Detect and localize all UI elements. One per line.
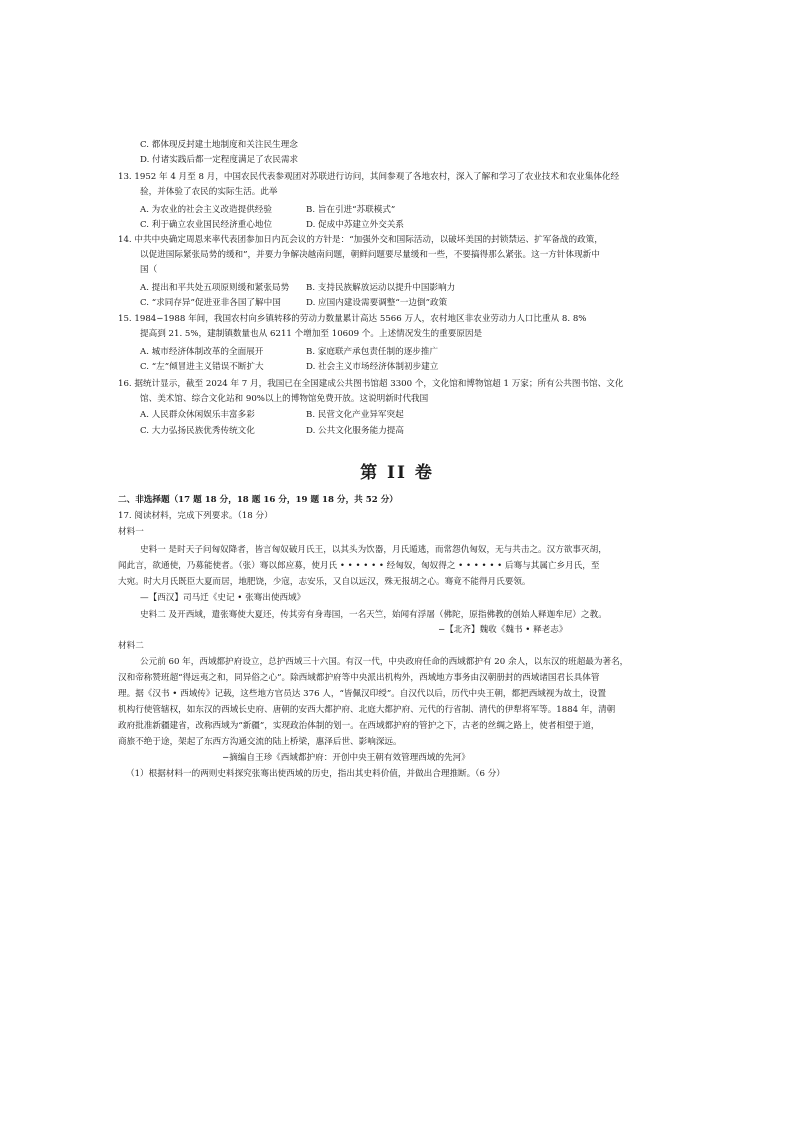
material-2-line-1: 公元前 60 年，西域都护府设立，总护西域三十六国。有汉一代，中央政府任命的西域都护有 20 余人，以东汉的班超最为著名， [140,657,629,667]
material-2-line-4: 机构行使管辖权，如东汉的西域长史府、唐朝的安西大都护府、北庭大都护府、元代的行省制、清代的伊犁将军等。1884 年，清朝 [118,705,616,715]
source-1-line-2: 闻此言，欲通使，乃募能使者。（张）骞以郎应募，使月氏 • • • • • • 经匈奴，匈奴得之 • • • • • • 后骞与其属亡乡月氏，至 [118,561,600,571]
q13-stem-line-1: 13. 1952 年 4 月至 8 月，中国农民代表参观团对苏联进行访问，其间参观了各地农村，深入了解和学习了农业技术和农业集体化经 [118,172,620,182]
q13-stem-line-2: 验，并体验了农民的实际生活。此举 [140,187,278,197]
material-2-line-2: 汉和帝称赞班超“得远夷之和，同异俗之心”。除西域都护府等中央派出机构外，西域地方事务由汉朝册封的西域诸国君长具体管 [118,673,600,683]
q16-stem-line-1: 16. 据统计显示，截至 2024 年 7 月，我国已在全国建成公共图书馆超 3300 个，文化馆和博物馆超 1 万家；所有公共图书馆、文化 [118,379,624,389]
q14-option-a: A. 提出和平共处五项原则缓和紧张局势 [140,283,290,293]
q16-stem-line-2: 馆、美术馆、综合文化站和 90%以上的博物馆免费开放。这说明新时代我国 [140,394,429,404]
q17-intro: 17. 阅读材料，完成下列要求。（18 分） [118,511,273,521]
material-2-label: 材料二 [118,641,144,651]
source-2-line-1: 史料二 及开西域，遣张骞使大夏还，传其旁有身毒国，一名天竺，始闻有浮屠（佛陀，原指佛教的创始人释迦牟尼）之教。 [140,610,607,620]
q14-option-d: D. 应国内建设需要调整“一边倒”政策 [306,298,448,308]
section-title: 第 II 卷 [360,463,434,483]
q15-option-a: A. 城市经济体制改革的全面展开 [140,347,264,357]
part2-heading: 二、非选择题（17 题 18 分，18 题 16 分，19 题 18 分，共 52 分） [118,495,398,505]
q16-option-c: C. 大力弘扬民族优秀传统文化 [140,426,255,436]
q17-subquestion-1: （1）根据材料一的两则史料探究张骞出使西域的历史，指出其史料价值，并做出合理推断。（6 分） [126,769,505,779]
q14-stem-line-3: 国（ [140,265,158,275]
material-1-label: 材料一 [118,527,144,537]
q14-stem-line-1: 14. 中共中央确定周恩来率代表团参加日内瓦会议的方针是：“加强外交和国际活动，以破坏美国的封锁禁运、扩军备战的政策， [118,235,603,245]
material-2-line-3: 理。据《汉书 • 西域传》记载，这些地方官员达 376 人，“皆佩汉印绶”。自汉代以后，历代中央王朝，都把西域视为故土，设置 [118,689,607,699]
q12-option-d: D. 付诸实践后都一定程度满足了农民需求 [140,155,299,165]
q12-option-c: C. 都体现反封建土地制度和关注民生理念 [140,140,298,150]
q13-option-d: D. 促成中苏建立外交关系 [306,220,404,230]
source-1-line-3: 大宛。时大月氏既臣大夏而居，地肥饶，少寇，志安乐，又自以远汉，殊无报胡之心。骞竟不能得月氏要领。 [118,577,531,587]
q14-option-c: C. “求同存异”促进亚非各国了解中国 [140,298,281,308]
material-2-line-6: 商旅不绝于途，架起了东西方沟通交流的陆上桥梁，惠泽后世、影响深远。 [118,737,402,747]
q15-option-c: C. “左”倾冒进主义错误不断扩大 [140,362,264,372]
source-2-citation: −【北齐】魏收《魏书 • 释老志》 [438,625,568,635]
q16-option-a: A. 人民群众休闲娱乐丰富多彩 [140,410,255,420]
q15-stem-line-2: 提高到 21. 5%，建制镇数量也从 6211 个增加至 10609 个。上述情况发生的重要原因是 [140,329,483,339]
q16-option-b: B. 民营文化产业异军突起 [306,410,404,420]
q16-option-d: D. 公共文化服务能力提高 [306,426,404,436]
q15-option-b: B. 家庭联产承包责任制的逐步推广 [306,347,439,357]
q13-option-c: C. 利于确立农业国民经济重心地位 [140,220,273,230]
material-2-citation: −摘编自王珍《西域都护府：开创中央王朝有效管理西域的先河》 [222,753,470,763]
material-2-line-5: 政府批准新疆建省，改称西域为“新疆”，实现政治体制的划一。在西域都护府的管护之下，古老的丝绸之路上，使者相望于道， [118,721,600,731]
q14-stem-line-2: 以促进国际紧张局势的缓和”，并要力争解决越南问题，朝鲜问题要尽量缓和一些，不要搞得那么紧张。这一方针体现新中 [140,250,600,260]
q14-option-b: B. 支持民族解放运动以提升中国影响力 [306,283,456,293]
source-1-citation: —【西汉】司马迁《史记 • 张骞出使西域》 [140,593,306,603]
q15-option-d: D. 社会主义市场经济体制初步建立 [306,362,439,372]
q13-option-b: B. 旨在引进“苏联模式” [306,205,396,215]
q13-option-a: A. 为农业的社会主义改造提供经验 [140,205,272,215]
source-1-line-1: 史料一 是时天子问匈奴降者，皆言匈奴破月氏王，以其头为饮器，月氏遁逃，而常怨仇匈奴，无与共击之。汉方欲事灭胡， [140,545,607,555]
q15-stem-line-1: 15. 1984−1988 年间，我国农村向乡镇转移的劳动力数量累计高达 5566 万人，农村地区非农业劳动力人口比重从 8. 8% [118,314,587,324]
